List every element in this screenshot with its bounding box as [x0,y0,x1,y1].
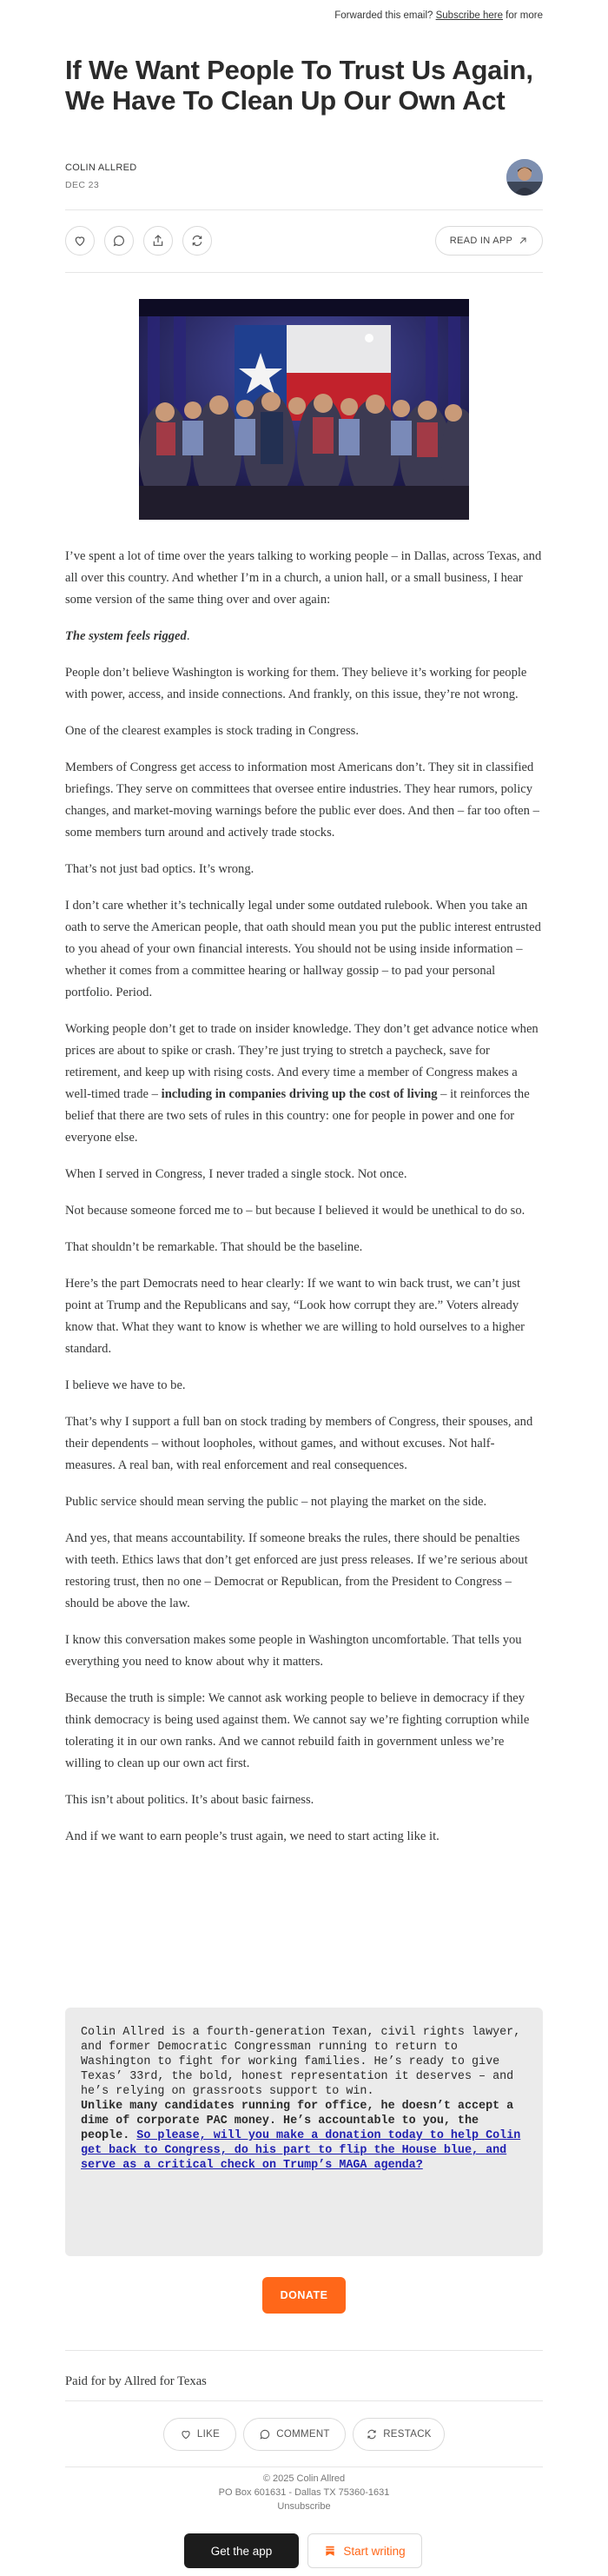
engage-divider [65,2466,543,2467]
author-avatar[interactable] [506,159,543,196]
paragraph: Members of Congress get access to information most Americans don’t. They sit in classified briefings. They serve on committees that oversee entire industries. They hear rumors, policy changes, and market-moving warnings before the public ever does. And then – far too often – some members turn around and actively trade stocks. [65,760,539,840]
heart-icon [73,234,87,248]
subscribe-link[interactable]: Subscribe here [435,10,503,21]
share-button[interactable] [143,226,173,256]
paragraph: Because the truth is simple: We cannot ask working people to believe in democracy if they think democracy is being used against them. We cannot say we’re fighting corruption while tolerating it in our own ranks. And we cannot rebuild faith in government unless we’re willing to clean up our own act first. [65,1691,530,1770]
restack-label: RESTACK [383,2429,432,2440]
forwarded-suffix: for more [506,10,543,21]
bio-box [65,2008,543,2256]
share-icon [151,234,165,248]
hero-image[interactable] [139,299,469,520]
paragraph: And if we want to earn people’s trust again, we need to start acting like it. [65,1829,439,1843]
paragraph: And yes, that means accountability. If someone breaks the rules, there should be penalties with teeth. Ethics laws that don’t get enforced are just press releases. If we’re serious about restoring trust, then no one – Democrat or Republican, from the President to Congress – should be above the law. [65,1531,528,1610]
paragraph-part: – it reinforces the belief that there are two sets of rules in this country: one for people in power and one for everyone else. [65,1087,530,1145]
start-writing-button[interactable] [307,2533,422,2568]
paragraph: One of the clearest examples is stock trading in Congress. [65,724,360,738]
bold-text: including in companies driving up the cost of living [161,1087,438,1101]
paragraph: That shouldn’t be remarkable. That should be the baseline. [65,1240,363,1254]
heart-icon [180,2428,192,2440]
paragraph: I know this conversation makes some people in Washington uncomfortable. That tells you everything you need to know about why it matters. [65,1633,522,1669]
paragraph: I’ve spent a lot of time over the years talking to working people – in Dallas, across Texas, and all over this country. And whether I’m in a church, a union hall, or a small business, I hear some version of the same thing over and over again: [65,549,542,607]
rally-photo [139,299,469,520]
paragraph: Public service should mean serving the public – not playing the market on the side. [65,1495,487,1509]
paid-divider [65,2400,543,2401]
paragraph: That’s not just bad optics. It’s wrong. [65,862,254,876]
emphasis-text: The system feels rigged [65,629,187,643]
read-in-app-label: READ IN APP [449,236,513,246]
forwarded-notice [334,10,543,21]
donate-button[interactable]: DONATE [262,2277,346,2314]
like-button[interactable] [65,226,95,256]
paid-for-notice: Paid for by Allred for Texas [65,2374,207,2388]
period: . [186,629,190,643]
donation-link[interactable]: So please, will you make a donation today to help Colin get back to Congress, do his part to flip the House blue, and serve as a critical check on Trump’s MAGA agenda? [81,2129,521,2172]
get-app-button[interactable]: Get the app [184,2533,299,2568]
bio-bold: Unlike many candidates running for office, he doesn’t accept a dime of corporate PAC money. He’s accountable to you, the people. [81,2100,514,2142]
paragraph: When I served in Congress, I never traded a single stock. Not once. [65,1167,407,1181]
forwarded-prefix: Forwarded this email? [334,10,433,21]
comment-label: COMMENT [276,2429,330,2440]
post-date: DEC 23 [65,180,100,190]
comment-icon [259,2428,271,2440]
comment-button[interactable] [104,226,134,256]
mailing-address: PO Box 601631 - Dallas TX 75360-1631 [218,2487,390,2498]
restack-button[interactable] [182,226,212,256]
read-in-app-button[interactable] [435,226,543,256]
paragraph: People don’t believe Washington is working for them. They believe it’s working for people with power, access, and inside connections. And frankly, on this issue, they’re not wrong. [65,666,527,701]
restack-icon [366,2428,378,2440]
paragraph: This isn’t about politics. It’s about basic fairness. [65,1793,314,1807]
unsubscribe-link[interactable]: Unsubscribe [277,2501,331,2512]
article-body [65,546,543,1862]
footer-comment-button[interactable] [243,2418,346,2451]
footer-like-button[interactable] [163,2418,236,2451]
restack-icon [190,234,204,248]
footer-restack-button[interactable] [353,2418,445,2451]
substack-logo-icon [324,2545,336,2557]
comment-icon [112,234,126,248]
bio-intro: Colin Allred is a fourth-generation Texan, civil rights lawyer, and former Democratic Congressman running to return to Washington to fight for working families. He’s ready to give Texas’ 33rd, the bold, honest representation it deserves – and he’s relying on grassroots support to win. [81,2026,521,2098]
paragraph: I believe we have to be. [65,1378,186,1392]
donate-divider [65,2350,543,2351]
copyright: © 2025 Colin Allred [262,2473,346,2484]
author-name[interactable]: COLIN ALLRED [65,163,137,173]
paragraph: Not because someone forced me to – but because I believed it would be unethical to do so. [65,1204,525,1218]
paragraph: That’s why I support a full ban on stock trading by members of Congress, their spouses, and their dependents – without loopholes, without games, and without excuses. Not half-measures. A real ban, with real enforcement and real consequences. [65,1415,533,1472]
paragraph: Here’s the part Democrats need to hear clearly: If we want to win back trust, we can’t just point at Trump and the Republicans and say, “Look how corrupt they are.” Voters already know that. What they want to know is whether we are willing to hold ourselves to a higher standard. [65,1277,525,1356]
paragraph-part: Working people don’t get to trade on insider knowledge. They don’t get advance notice when prices are about to spike or crash. They’re just trying to stretch a paycheck, save for retirement, and keep up with rising costs. And every time a member of Congress makes a well-timed trade – [65,1022,539,1101]
actions-divider [65,272,543,273]
avatar-image [506,159,543,196]
paragraph: I don’t care whether it’s technically legal under some outdated rulebook. When you take an oath to serve the American people, that oath should mean you put the public interest entrusted to you ahead of your own financial interests. You should not be using inside information – whether it comes from a committee hearing or hallway gossip – to pad your personal portfolio. Period. [65,899,541,999]
like-label: LIKE [196,2429,221,2440]
paragraph [65,626,543,647]
paragraph [65,1019,543,1149]
header-divider [65,209,543,210]
start-writing-label: Start writing [343,2544,406,2558]
arrow-up-right-icon [518,236,528,246]
post-title[interactable]: If We Want People To Trust Us Again, We Have To Clean Up Our Own Act [65,55,533,116]
